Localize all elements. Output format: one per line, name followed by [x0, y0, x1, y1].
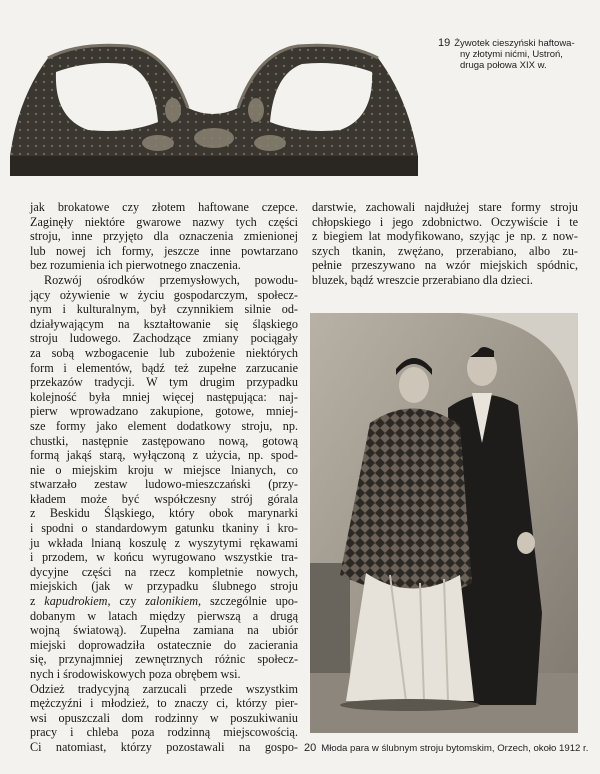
- text-line: jak brokatowe czy złotem haftowane czepce.: [30, 200, 298, 214]
- right-text-column: [312, 200, 578, 288]
- text-line: stroju, inne przyjęto dla oznaczenia zmienionej: [30, 229, 298, 244]
- text-line: z Beskidu Śląskiego, który obok marynarki: [30, 506, 298, 521]
- text-line: za sobą wzbogacenie lub zubożenie niektórych: [30, 345, 298, 360]
- figure-20-caption: [304, 742, 594, 754]
- text-line: stroju ludowego. Zachodzące zmiany pociągały: [30, 331, 298, 346]
- figure-19-caption: [438, 38, 588, 71]
- text-line: z biegiem lat modyfikowano, szyjąc je np. z now-: [312, 229, 578, 244]
- text-line: Odzież tradycyjną zarzucali przede wszystkim: [30, 681, 298, 696]
- text-line: działywającym na kształtowanie się śląskiego: [30, 316, 298, 331]
- text-line: sze formy jako element dodatkowy stroju, np.: [30, 418, 298, 433]
- text-line: wojną światową). Zupełna zamiana na ubiór: [30, 623, 298, 638]
- text-line: bluzek, bądź wreszcie przerabiano dla dzieci.: [312, 272, 533, 287]
- text-line: miejskich (jak w przypadku ślubnego stroju: [30, 579, 298, 594]
- text-fragment: , czy: [107, 594, 146, 609]
- text-line: darstwie, zachowali najdłużej stare formy stroju: [312, 200, 578, 214]
- text-line-italic-terms: [30, 594, 298, 609]
- text-line: form i elementów, bądź też zupełne zarzucanie: [30, 360, 298, 375]
- text-line: ju wkłada lnianą koszulę z wyszytymi rękawami: [30, 535, 298, 550]
- text-line: nym i kulturalnym, był czynnikiem silnie od-: [30, 302, 298, 317]
- text-line: szych tkanin, zwężano, przerabiano, albo zu-: [312, 243, 578, 258]
- figure-19-number: 19: [438, 37, 451, 49]
- text-line: formą jakąś starą, wyłączoną z użycia, np. spod-: [30, 448, 298, 463]
- text-line: lub nowej ich formy, jeszcze inne powtarzano: [30, 243, 298, 258]
- text-line: dycyjne części na rzecz kompletnie nowych,: [30, 564, 298, 579]
- figure-20-wedding-photo: [310, 313, 578, 733]
- italic-term-zalonik: zalonikiem: [145, 594, 199, 609]
- italic-term-kapudrok: kapudrokiem: [44, 594, 108, 609]
- text-line: przekazów tradycji. W tym drugim przypadku: [30, 375, 298, 390]
- text-line: stwarzało zestaw ludowo-mieszczański (przy-: [30, 477, 298, 492]
- text-line: chustki, następnie zastępowano nową, gotową: [30, 433, 298, 448]
- figure-19-caption-line: Żywotek cieszyński haftowa-: [454, 38, 575, 49]
- text-line: i spodni o standardowym gatunku tkaniny i kro-: [30, 521, 298, 536]
- text-line: Zaginęły niektóre gwarowe nazwy tych części: [30, 214, 298, 229]
- paragraph-1: [30, 200, 298, 273]
- text-line: się, przynajmniej zewnętrznych różnic społecz-: [30, 652, 298, 667]
- text-line: chłopskiego i jego zdobnictwo. Oczywiście i te: [312, 214, 578, 229]
- text-line: nie o miejskim kroju w miejsce lnianych, co: [30, 462, 298, 477]
- text-fragment: , szczególnie upo-: [198, 594, 298, 609]
- paragraph-2: [30, 273, 298, 755]
- figure-19-bodice-image: [8, 38, 420, 180]
- left-text-column: [30, 200, 298, 755]
- figure-20-caption-text: Młoda para w ślubnym stroju bytomskim, Orzech, około 1912 r.: [321, 743, 589, 754]
- text-line: pełnie przeszywano na wzór miejskich spódnic,: [312, 258, 578, 273]
- text-line: kładem może być współczesny strój górala: [30, 491, 298, 506]
- text-line: nych i środowiskowych poza obrębem wsi.: [30, 667, 241, 681]
- text-line: bez rozumienia ich pierwotnego znaczenia.: [30, 258, 241, 273]
- text-fragment: z: [30, 594, 45, 609]
- text-line: wsi opuszczali dom rodzinny w poszukiwaniu: [30, 710, 298, 725]
- figure-19-caption-line: druga połowa XIX w.: [460, 60, 547, 71]
- text-line: kolejność była mniej więcej następująca: naj-: [30, 389, 298, 404]
- text-line: jący ożywienie w życiu gospodarczym, społecz-: [30, 287, 298, 302]
- figure-19-caption-line: ny złotymi nićmi, Ustroń,: [460, 49, 563, 60]
- text-line: Rozwój ośrodków przemysłowych, powodu-: [44, 272, 298, 287]
- figure-20-number: 20: [304, 742, 317, 754]
- text-line: miejski doprowadziła ostatecznie do zacierania: [30, 637, 298, 652]
- text-line: pierw wprowadzano zakupione, gotowe, mniej-: [30, 404, 298, 419]
- text-line: mężczyźni i młodzież, to znaczy ci, którzy pier-: [30, 696, 298, 711]
- text-line: Ci natomiast, którzy pozostawali na gospo-: [30, 739, 298, 754]
- text-line: i przodem, w końcu wyrugowano wszystkie tra-: [30, 550, 298, 565]
- text-line: pracy i chleba poza rodzinną miejscowością.: [30, 725, 298, 740]
- text-line: dobanym w latach między pierwszą a drugą: [30, 608, 298, 623]
